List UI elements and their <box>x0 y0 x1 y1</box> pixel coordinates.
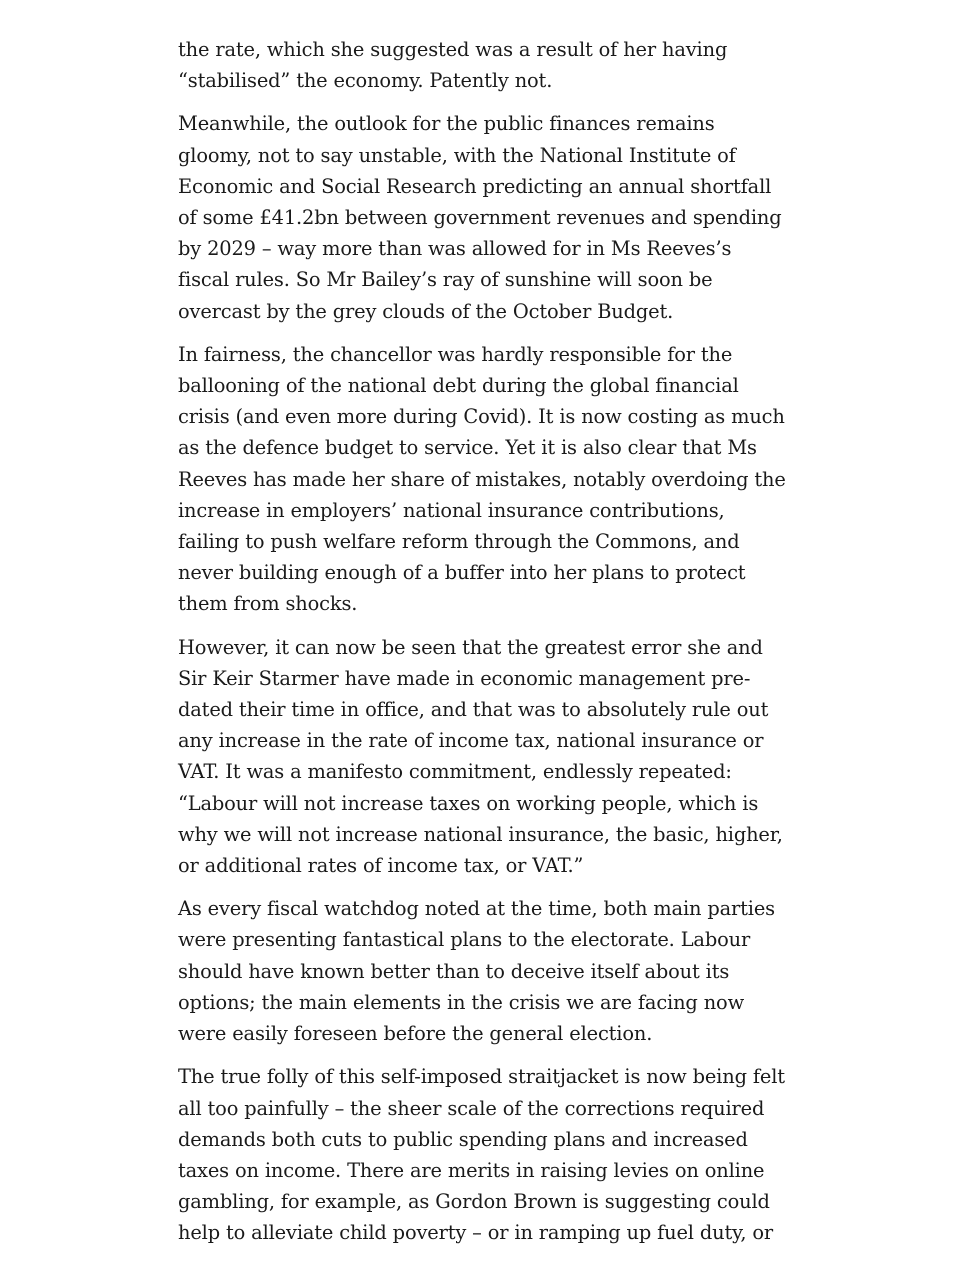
article-paragraph: As every fiscal watchdog noted at the time, both main parties were presenting fantastical plans to the electorate. Labour should have known better than to deceive itself about its options; the main elements in the crisis we are facing now were easily foreseen before the general election. <box>178 897 775 1046</box>
article-paragraph: The true folly of this self-imposed straitjacket is now being felt all too painfully – the sheer scale of the corrections required demands both cuts to public spending plans and increased taxes on income. There are merits in raising levies on online gambling, for example, as Gordon Brown is suggesting could help to alleviate child poverty – or in ramping up fuel duty, or <box>178 1065 785 1245</box>
article-paragraph: the rate, which she suggested was a result of her having “stabilised” the economy. Patently not. <box>178 38 728 93</box>
article-paragraph: However, it can now be seen that the greatest error she and Sir Keir Starmer have made in economic management pre-dated their time in office, and that was to absolutely rule out any increase in the rate of income tax, national insurance or VAT. It was a manifesto commitment, endlessly repeated: “Labour will not increase taxes on working people, which is why we will not increase national insurance, the basic, higher, or additional rates of income tax, or VAT.” <box>178 635 783 878</box>
article-paragraph: Meanwhile, the outlook for the public finances remains gloomy, not to say unstable, with the National Institute of Economic and Social Research predicting an annual shortfall of some £41.2bn between government revenues and spending by 2029 – way more than was allowed for in Ms Reeves’s fiscal rules. So Mr Bailey’s ray of sunshine will soon be overcast by the grey clouds of the October Budget. <box>178 112 782 323</box>
article-paragraph: In fairness, the chancellor was hardly responsible for the ballooning of the national debt during the global financial crisis (and even more during Covid). It is now costing as much as the defence budget to service. Yet it is also clear that Ms Reeves has made her share of mistakes, notably overdoing the increase in employers’ national insurance contributions, failing to push welfare reform through the Commons, and never building enough of a buffer into her plans to protect them from shocks. <box>178 342 786 616</box>
article-body <box>178 34 788 1261</box>
